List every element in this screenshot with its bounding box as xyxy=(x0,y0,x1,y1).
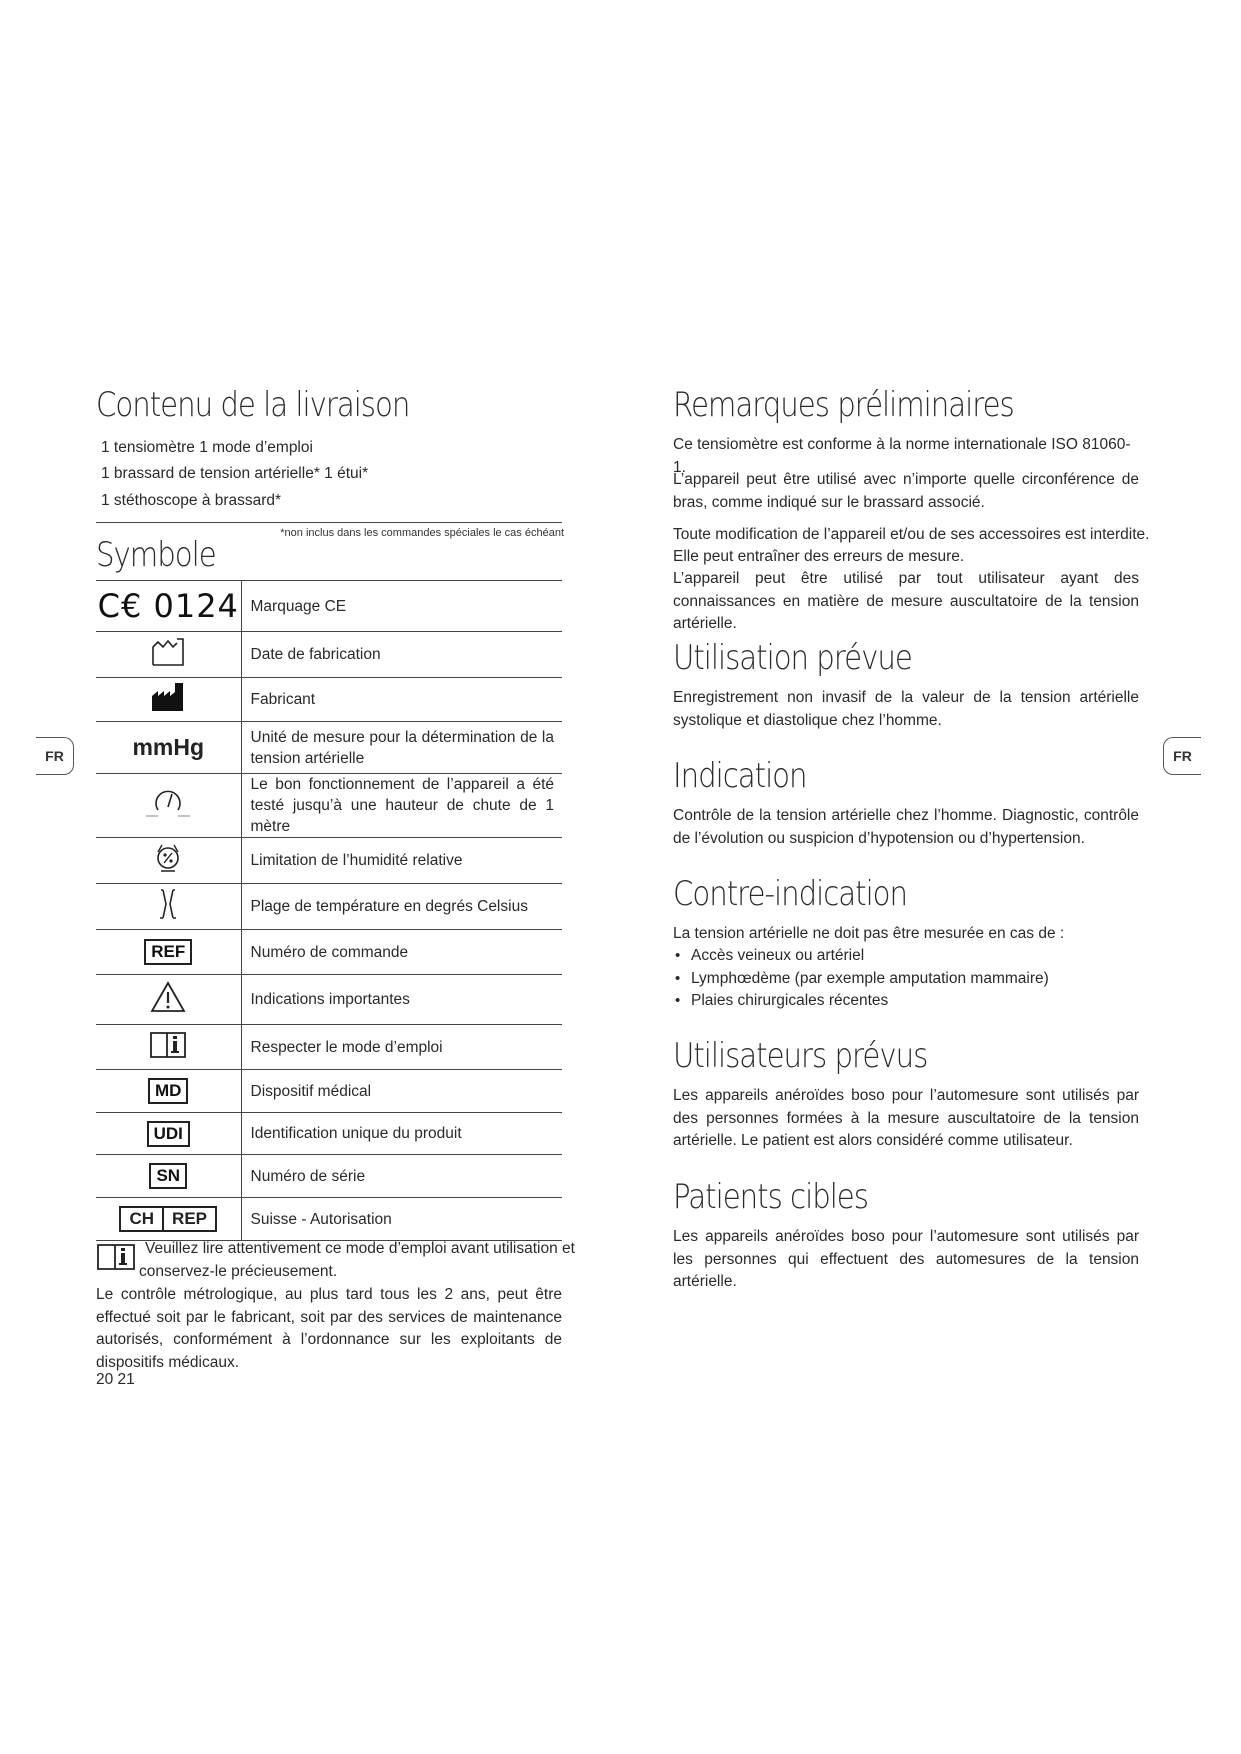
intended-use-text: Enregistrement non invasif de la valeur de la tension artérielle systolique et diastolique chez l’homme. xyxy=(673,689,1139,729)
remarks-p3c: L’appareil peut être utilisé par tout utilisateur ayant des connaissances en matière de mesure auscultatoire de la tension artérielle. xyxy=(673,570,1139,632)
list-item: • Lymphœdème (par exemple amputation mammaire) xyxy=(673,968,1139,991)
users-title: Utilisateurs prévus xyxy=(673,1036,928,1076)
symbol-desc: Numéro de commande xyxy=(241,930,562,975)
mmhg-icon xyxy=(96,722,241,774)
delivery-line-1: 1 tensiomètre 1 mode d’emploi xyxy=(101,439,313,456)
symbol-desc: Plage de température en degrés Celsius xyxy=(241,884,562,930)
symbol-row xyxy=(96,884,562,930)
symbol-row xyxy=(96,838,562,884)
manufacturer-icon xyxy=(96,678,241,722)
language-tab-left: FR xyxy=(36,737,74,775)
symbol-row xyxy=(96,1113,562,1155)
notice-line-1: Veuillez lire attentivement ce mode d’emploi avant utilisation et xyxy=(145,1240,575,1257)
contraindication-intro: La tension artérielle ne doit pas être mesurée en cas de : xyxy=(673,925,1065,942)
symbol-desc: Unité de mesure pour la détermination de la tension artérielle xyxy=(241,722,562,774)
symbol-row xyxy=(96,1198,562,1241)
delivery-footnote: *non inclus dans les commandes spéciales le cas échéant xyxy=(280,527,564,539)
symbol-desc: Fabricant xyxy=(241,678,562,722)
indication-title: Indication xyxy=(673,756,807,796)
remarks-p1: Ce tensiomètre est conforme à la norme internationale ISO 81060-1. xyxy=(673,436,1131,476)
language-tab-right: FR xyxy=(1163,737,1201,775)
ce-mark-icon xyxy=(96,581,241,632)
sn-label: SN xyxy=(149,1163,187,1189)
ch-rep-box xyxy=(119,1206,217,1232)
symbol-row xyxy=(96,975,562,1025)
warning-icon xyxy=(96,975,241,1025)
remarks-p3b: Elle peut entraîner des erreurs de mesure. xyxy=(673,548,965,565)
instructions-icon xyxy=(96,1025,241,1070)
symbol-row xyxy=(96,632,562,678)
symbol-desc: Limitation de l’humidité relative xyxy=(241,838,562,884)
symbol-row xyxy=(96,1025,562,1070)
ce-mark-label: C€ 0124 xyxy=(97,587,239,625)
udi-icon xyxy=(96,1113,241,1155)
delivery-line-2: 1 brassard de tension artérielle* 1 étui* xyxy=(101,465,369,482)
patients-text: Les appareils anéroïdes boso pour l’automesure sont utilisés par les personnes qui effectuent des automesures de la tension artérielle. xyxy=(673,1228,1139,1290)
metrology-paragraph: Le contrôle métrologique, au plus tard tous les 2 ans, peut être effectué soit par le fabricant, soit par des services de maintenance autorisés, conformément à l’ordonnance sur les exploitants de dispositifs médicaux. xyxy=(96,1286,562,1371)
mmhg-label: mmHg xyxy=(132,734,205,760)
symbol-row xyxy=(96,774,562,838)
ref-label: REF xyxy=(144,939,192,965)
drop-test-icon xyxy=(96,774,241,838)
intended-use-title: Utilisation prévue xyxy=(673,638,912,678)
symbol-desc: Marquage CE xyxy=(241,581,562,632)
notice-line-2: conservez-le précieusement. xyxy=(139,1263,338,1280)
ref-icon xyxy=(96,930,241,975)
symbol-row xyxy=(96,930,562,975)
symbol-desc: Dispositif médical xyxy=(241,1070,562,1113)
symbol-desc: Numéro de série xyxy=(241,1155,562,1198)
delivery-line-3: 1 stéthoscope à brassard* xyxy=(101,492,282,509)
temperature-icon xyxy=(96,884,241,930)
list-item: • Accès veineux ou artériel xyxy=(673,945,1139,968)
remarks-title: Remarques préliminaires xyxy=(673,385,1014,425)
symbol-desc: Respecter le mode d’emploi xyxy=(241,1025,562,1070)
udi-label: UDI xyxy=(147,1121,190,1147)
symbols-title: Symbole xyxy=(96,535,216,575)
page-numbers: 20 21 xyxy=(96,1371,135,1388)
remarks-p3a: Toute modification de l’appareil et/ou de ses accessoires est interdite. xyxy=(673,526,1150,543)
md-icon xyxy=(96,1070,241,1113)
symbol-row xyxy=(96,1155,562,1198)
symbol-desc: Suisse - Autorisation xyxy=(241,1198,562,1241)
symbols-table xyxy=(96,580,562,1241)
symbol-row xyxy=(96,678,562,722)
humidity-icon xyxy=(96,838,241,884)
rep-label: REP xyxy=(162,1208,215,1230)
ch-label: CH xyxy=(129,1209,155,1228)
symbol-desc: Date de fabrication xyxy=(241,632,562,678)
symbol-row xyxy=(96,581,562,632)
users-text: Les appareils anéroïdes boso pour l’automesure sont utilisés par des personnes formées à la mesure auscultatoire de la tension artérielle. Le patient est alors considéré comme utilisateur. xyxy=(673,1087,1139,1149)
read-manual-icon xyxy=(96,1242,136,1272)
symbol-desc: Identification unique du produit xyxy=(241,1113,562,1155)
list-item: • Plaies chirurgicales récentes xyxy=(673,990,1139,1013)
ch-rep-icon xyxy=(96,1198,241,1241)
symbol-row xyxy=(96,1070,562,1113)
patients-title: Patients cibles xyxy=(673,1177,868,1217)
contraindication-title: Contre-indication xyxy=(673,874,908,914)
symbol-row xyxy=(96,722,562,774)
delivery-divider xyxy=(96,522,562,523)
sn-icon xyxy=(96,1155,241,1198)
delivery-title: Contenu de la livraison xyxy=(96,385,410,425)
symbol-desc: Le bon fonctionnement de l’appareil a été testé jusqu’à une hauteur de chute de 1 mètre xyxy=(241,774,562,838)
md-label: MD xyxy=(148,1078,188,1104)
symbol-desc: Indications importantes xyxy=(241,975,562,1025)
manufacture-date-icon xyxy=(96,632,241,678)
remarks-p2: L’appareil peut être utilisé avec n’importe quelle circonférence de bras, comme indiqué sur le brassard associé. xyxy=(673,471,1139,511)
contraindication-list xyxy=(673,945,1139,1013)
indication-text: Contrôle de la tension artérielle chez l’homme. Diagnostic, contrôle de l’évolution ou suspicion d’hypotension ou d’hypertension. xyxy=(673,807,1139,847)
